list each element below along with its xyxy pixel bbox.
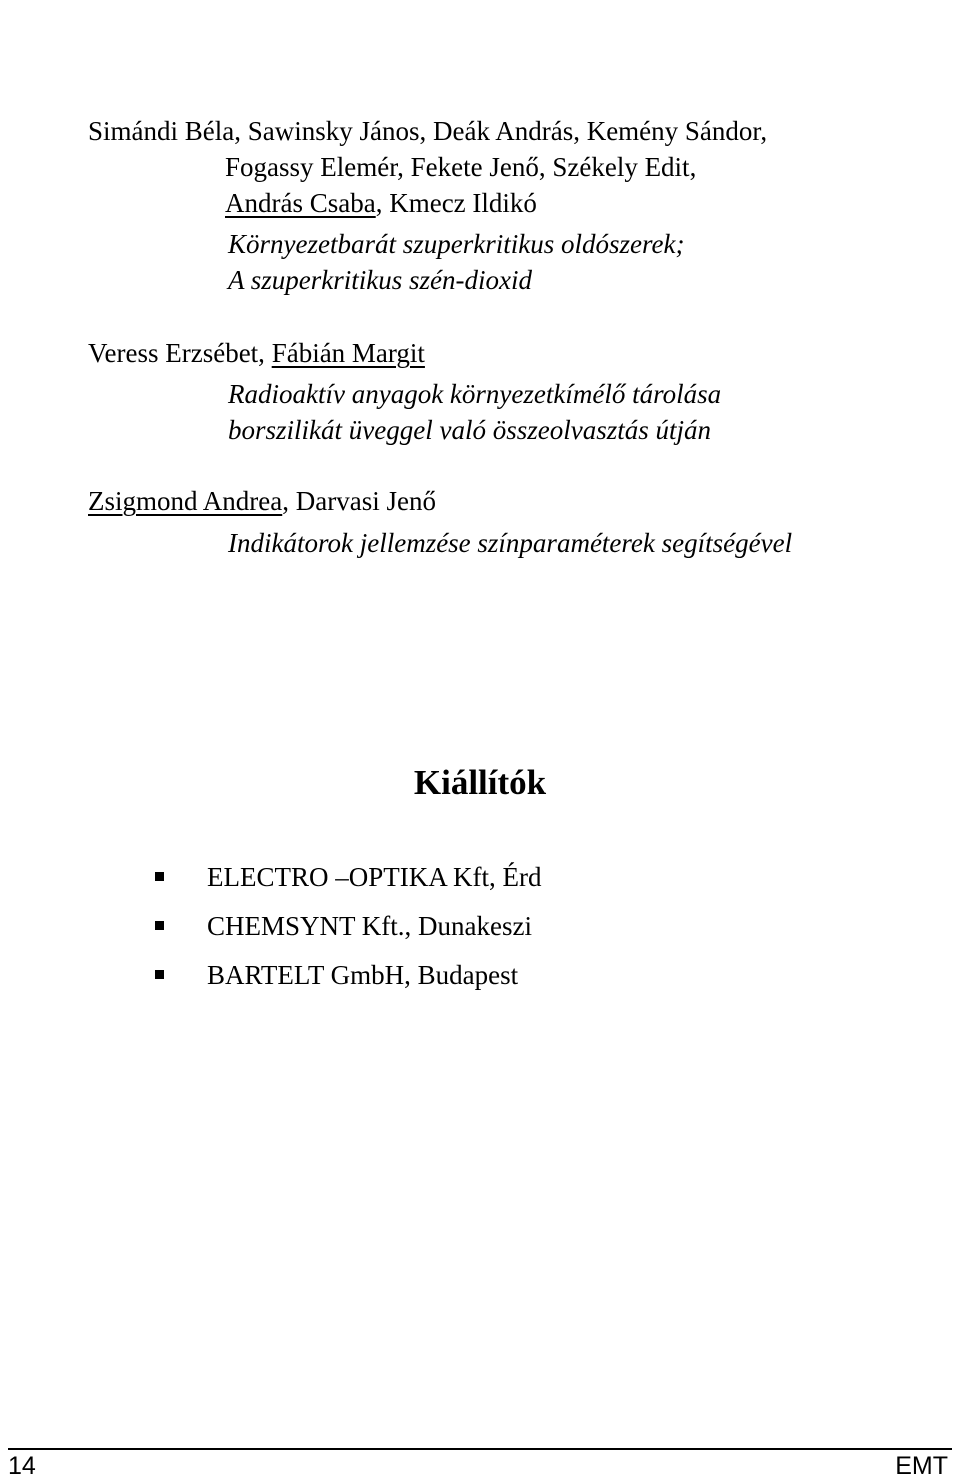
footer-divider — [8, 1448, 952, 1450]
entry-1-authors-text-2: Fogassy Elemér, Fekete Jenő, Székely Edit, — [225, 152, 697, 182]
entry-2-authors-line — [88, 336, 425, 370]
entry-3-authors-text: , Darvasi Jenő — [282, 486, 436, 516]
exhibitor-name: BARTELT GmbH, Budapest — [207, 960, 519, 990]
entry-1-title-line-1: Környezetbarát szuperkritikus oldószerek; — [228, 229, 685, 259]
square-bullet-icon — [155, 970, 164, 979]
entry-3-presenting-author: Zsigmond Andrea — [88, 486, 283, 516]
entry-1-authors-line-2 — [225, 150, 696, 184]
square-bullet-icon — [155, 872, 164, 881]
entry-2-authors-text: Veress Erzsébet, — [88, 338, 272, 368]
entry-3-authors-line — [88, 484, 436, 518]
entry-2-presenting-author: Fábián Margit — [271, 338, 425, 368]
entry-2-title-line-1: Radioaktív anyagok környezetkímélő tárolása — [228, 379, 722, 409]
exhibitor-name: CHEMSYNT Kft., Dunakeszi — [207, 911, 532, 941]
footer-label: EMT — [895, 1452, 948, 1480]
exhibitor-item — [155, 958, 519, 992]
entry-2-title-line-2: borszilikát üveggel való összeolvasztás útján — [228, 415, 711, 445]
exhibitor-item — [155, 860, 542, 894]
exhibitors-heading: Kiállítók — [413, 763, 547, 802]
entry-1-authors-line-1 — [88, 114, 767, 148]
entry-3-title-line-1: Indikátorok jellemzése színparaméterek segítségével — [228, 528, 793, 558]
entry-1-authors-text-3: , Kmecz Ildikó — [375, 188, 537, 218]
entry-1-authors-text: Simándi Béla, Sawinsky János, Deák András, Kemény Sándor, — [88, 116, 768, 146]
entry-1-authors-line-3 — [225, 186, 537, 220]
square-bullet-icon — [155, 921, 164, 930]
page-number: 14 — [8, 1452, 36, 1480]
entry-1-presenting-author: András Csaba — [225, 188, 376, 218]
exhibitor-name: ELECTRO –OPTIKA Kft, Érd — [207, 862, 542, 892]
entry-1-title-line-2: A szuperkritikus szén-dioxid — [228, 265, 532, 295]
exhibitor-item — [155, 909, 532, 943]
